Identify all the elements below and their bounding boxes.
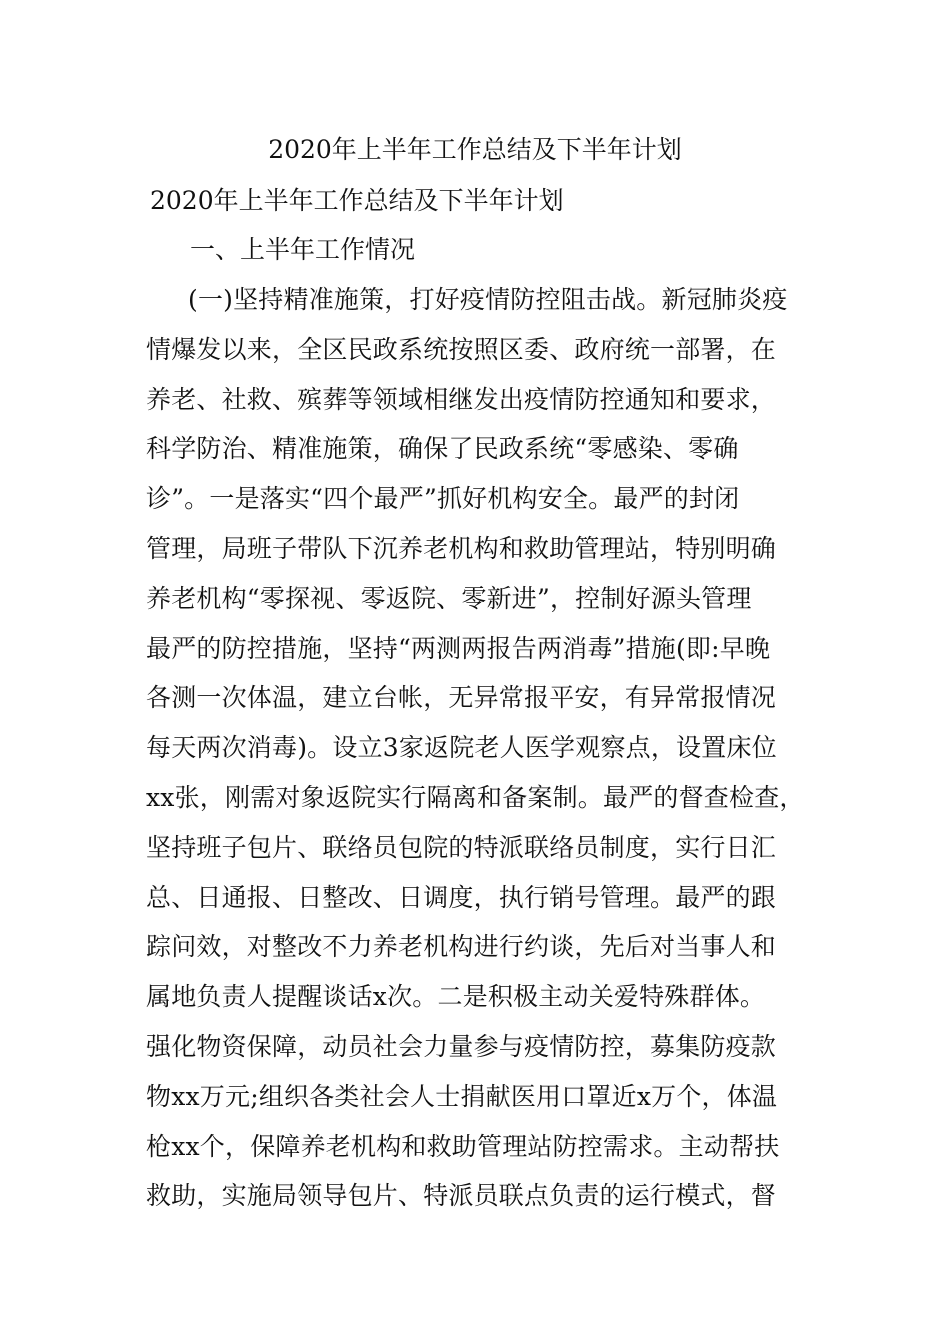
- body-line: 枪xx个，保障养老机构和救助管理站防控需求。主动帮扶: [146, 1131, 780, 1161]
- body-line: 情爆发以来，全区民政系统按照区委、政府统一部署，在: [146, 334, 777, 364]
- body-line: xx张，刚需对象返院实行隔离和备案制。最严的督查检查，: [146, 782, 805, 812]
- body-paragraph: [146, 282, 826, 1228]
- document-subtitle: 2020年上半年工作总结及下半年计划: [150, 186, 564, 215]
- body-line: 强化物资保障，动员社会力量参与疫情防控，募集防疫款: [146, 1031, 777, 1061]
- body-line: 最严的防控措施，坚持“两测两报告两消毒”措施(即:早晚: [146, 633, 771, 663]
- body-line: 每天两次消毒)。设立3家返院老人医学观察点，设置床位: [146, 733, 777, 763]
- body-line: 总、日通报、日整改、日调度，执行销号管理。最严的跟: [146, 882, 777, 912]
- section-heading: 一、上半年工作情况: [190, 235, 416, 264]
- body-line: 坚持班子包片、联络员包院的特派联络员制度，实行日汇: [146, 832, 777, 862]
- body-line: (一)坚持精准施策，打好疫情防控阻击战。新冠肺炎疫: [188, 285, 788, 314]
- body-line: 属地负责人提醒谈话x次。二是积极主动关爱特殊群体。: [146, 982, 766, 1012]
- body-line: 各测一次体温，建立台帐，无异常报平安，有异常报情况: [146, 683, 777, 713]
- body-line: 养老机构“零探视、零返院、零新进”，控制好源头管理: [146, 583, 752, 613]
- body-line: 养老、社救、殡葬等领域相继发出疫情防控通知和要求，: [146, 384, 777, 414]
- document-title: 2020年上半年工作总结及下半年计划: [268, 135, 682, 164]
- body-line: 救助，实施局领导包片、特派员联点负责的运行模式，督: [146, 1181, 777, 1211]
- body-line: 管理，局班子带队下沉养老机构和救助管理站，特别明确: [146, 533, 777, 563]
- body-line: 科学防治、精准施策，确保了民政系统“零感染、零确: [146, 434, 739, 464]
- body-line: 物xx万元;组织各类社会人士捐献医用口罩近x万个，体温: [146, 1081, 778, 1111]
- body-line: 诊”。一是落实“四个最严”抓好机构安全。最严的封闭: [146, 484, 740, 514]
- body-line: 踪问效，对整改不力养老机构进行约谈，先后对当事人和: [146, 932, 777, 962]
